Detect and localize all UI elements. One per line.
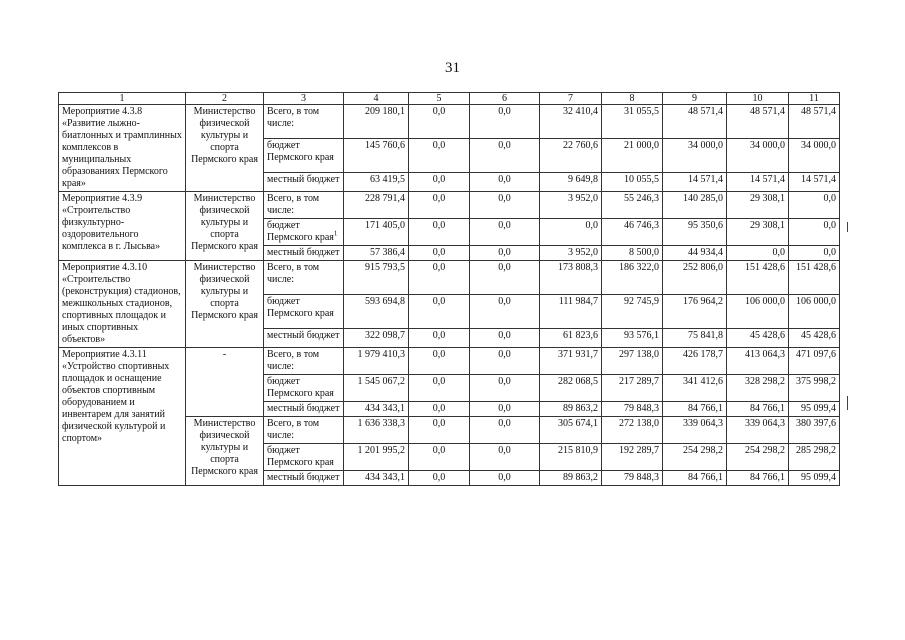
value-cell: 215 810,9	[540, 444, 602, 471]
margin-mark	[847, 222, 848, 232]
value-cell: 0,0	[409, 402, 470, 417]
value-cell: 63 419,5	[344, 173, 409, 192]
value-cell: 209 180,1	[344, 105, 409, 139]
value-cell: 151 428,6	[727, 261, 789, 295]
funding-source	[264, 173, 344, 192]
value-cell: 0,0	[727, 246, 789, 261]
funding-source	[264, 417, 344, 444]
value-cell: 0,0	[470, 219, 540, 246]
value-cell: 339 064,3	[663, 417, 727, 444]
value-cell: 9 649,8	[540, 173, 602, 192]
funding-source-label: Всего, в том числе:	[267, 262, 320, 285]
value-cell: 48 571,4	[789, 105, 840, 139]
funding-source	[264, 105, 344, 139]
value-cell: 254 298,2	[663, 444, 727, 471]
value-cell: 217 289,7	[602, 375, 663, 402]
funding-source	[264, 402, 344, 417]
value-cell: 0,0	[470, 348, 540, 375]
value-cell: 371 931,7	[540, 348, 602, 375]
funding-source-label: местный бюджет	[267, 330, 340, 342]
value-cell: 84 766,1	[663, 402, 727, 417]
value-cell: 1 545 067,2	[344, 375, 409, 402]
value-cell: 95 099,4	[789, 471, 840, 486]
value-cell: 0,0	[409, 471, 470, 486]
value-cell: 48 571,4	[727, 105, 789, 139]
value-cell: 282 068,5	[540, 375, 602, 402]
value-cell: 106 000,0	[789, 295, 840, 329]
value-cell: 79 848,3	[602, 402, 663, 417]
value-cell: 55 246,3	[602, 192, 663, 219]
value-cell: 14 571,4	[663, 173, 727, 192]
value-cell: 0,0	[470, 295, 540, 329]
footnote-mark: 1	[333, 229, 338, 238]
value-cell: 46 746,3	[602, 219, 663, 246]
value-cell: 3 952,0	[540, 246, 602, 261]
column-header: 1	[59, 93, 186, 105]
value-cell: 0,0	[470, 261, 540, 295]
value-cell: 413 064,3	[727, 348, 789, 375]
value-cell: 14 571,4	[789, 173, 840, 192]
funding-source	[264, 192, 344, 219]
value-cell: 173 808,3	[540, 261, 602, 295]
executor-cell: Министерство физической культуры и спорта Пермского края	[186, 192, 264, 261]
value-cell: 140 285,0	[663, 192, 727, 219]
value-cell: 339 064,3	[727, 417, 789, 444]
value-cell: 8 500,0	[602, 246, 663, 261]
value-cell: 915 793,5	[344, 261, 409, 295]
funding-source	[264, 295, 344, 329]
value-cell: 593 694,8	[344, 295, 409, 329]
column-header: 9	[663, 93, 727, 105]
value-cell: 84 766,1	[663, 471, 727, 486]
value-cell: 0,0	[470, 139, 540, 173]
value-cell: 322 098,7	[344, 329, 409, 348]
value-cell: 186 322,0	[602, 261, 663, 295]
value-cell: 0,0	[409, 375, 470, 402]
measure-name: Мероприятие 4.3.9 «Строительство физкультурно-оздоровительного комплекса в г. Лысьва»	[59, 192, 186, 261]
value-cell: 228 791,4	[344, 192, 409, 219]
value-cell: 84 766,1	[727, 402, 789, 417]
value-cell: 0,0	[409, 246, 470, 261]
executor-cell: Министерство физической культуры и спорта Пермского края	[186, 261, 264, 348]
executor-cell: -	[186, 348, 264, 417]
value-cell: 192 289,7	[602, 444, 663, 471]
value-cell: 45 428,6	[727, 329, 789, 348]
funding-source-label: местный бюджет	[267, 247, 340, 258]
funding-source	[264, 375, 344, 402]
table-row	[59, 348, 840, 375]
funding-source-label: Всего, в том числе:	[267, 193, 320, 216]
value-cell: 29 308,1	[727, 219, 789, 246]
value-cell: 95 350,6	[663, 219, 727, 246]
funding-source-label: бюджет Пермского края	[267, 445, 334, 468]
value-cell: 341 412,6	[663, 375, 727, 402]
value-cell: 1 636 338,3	[344, 417, 409, 444]
column-header: 2	[186, 93, 264, 105]
funding-source-label: Всего, в том числе:	[267, 349, 320, 372]
executor-cell: Министерство физической культуры и спорта Пермского края	[186, 417, 264, 486]
value-cell: 48 571,4	[663, 105, 727, 139]
funding-source	[264, 219, 344, 246]
value-cell: 0,0	[409, 295, 470, 329]
value-cell: 434 343,1	[344, 471, 409, 486]
funding-source	[264, 471, 344, 486]
value-cell: 22 760,6	[540, 139, 602, 173]
column-header: 10	[727, 93, 789, 105]
margin-mark	[847, 396, 848, 410]
value-cell: 426 178,7	[663, 348, 727, 375]
value-cell: 471 097,6	[789, 348, 840, 375]
funding-source-label: бюджет Пермского края	[267, 376, 334, 399]
value-cell: 0,0	[470, 329, 540, 348]
value-cell: 0,0	[470, 246, 540, 261]
value-cell: 434 343,1	[344, 402, 409, 417]
value-cell: 145 760,6	[344, 139, 409, 173]
value-cell: 10 055,5	[602, 173, 663, 192]
value-cell: 0,0	[789, 219, 840, 246]
funding-source-label: местный бюджет	[267, 403, 340, 414]
funding-source-label: местный бюджет	[267, 174, 340, 186]
value-cell: 34 000,0	[727, 139, 789, 173]
value-cell: 106 000,0	[727, 295, 789, 329]
value-cell: 0,0	[409, 105, 470, 139]
value-cell: 21 000,0	[602, 139, 663, 173]
value-cell: 0,0	[470, 402, 540, 417]
funding-source-label: местный бюджет	[267, 472, 340, 483]
measure-name: Мероприятие 4.3.8 «Развитие лыжно-биатлонных и трамплинных комплексов в муниципальных образованиях Пермского края»	[59, 105, 186, 192]
value-cell: 79 848,3	[602, 471, 663, 486]
value-cell: 34 000,0	[789, 139, 840, 173]
funding-source	[264, 139, 344, 173]
header-row	[59, 93, 840, 105]
value-cell: 0,0	[470, 444, 540, 471]
value-cell: 95 099,4	[789, 402, 840, 417]
value-cell: 285 298,2	[789, 444, 840, 471]
value-cell: 0,0	[409, 444, 470, 471]
value-cell: 375 998,2	[789, 375, 840, 402]
value-cell: 3 952,0	[540, 192, 602, 219]
funding-source-label: бюджет Пермского края	[267, 140, 334, 164]
value-cell: 29 308,1	[727, 192, 789, 219]
funding-source-label: бюджет Пермского края	[267, 220, 334, 243]
executor-cell: Министерство физической культуры и спорта Пермского края	[186, 105, 264, 192]
value-cell: 89 863,2	[540, 402, 602, 417]
funding-source-label: Всего, в том числе:	[267, 106, 320, 129]
value-cell: 328 298,2	[727, 375, 789, 402]
value-cell: 0,0	[540, 219, 602, 246]
value-cell: 45 428,6	[789, 329, 840, 348]
value-cell: 305 674,1	[540, 417, 602, 444]
value-cell: 0,0	[470, 105, 540, 139]
page-number: 31	[445, 60, 460, 76]
value-cell: 176 964,2	[663, 295, 727, 329]
value-cell: 0,0	[470, 173, 540, 192]
measure-name: Мероприятие 4.3.10 «Строительство (реконструкция) стадионов, межшкольных стадионов, спортивных площадок и иных спортивных объектов»	[59, 261, 186, 348]
value-cell: 171 405,0	[344, 219, 409, 246]
value-cell: 0,0	[409, 219, 470, 246]
column-header: 4	[344, 93, 409, 105]
value-cell: 0,0	[470, 417, 540, 444]
value-cell: 89 863,2	[540, 471, 602, 486]
column-header: 7	[540, 93, 602, 105]
value-cell: 111 984,7	[540, 295, 602, 329]
value-cell: 0,0	[789, 246, 840, 261]
value-cell: 252 806,0	[663, 261, 727, 295]
value-cell: 32 410,4	[540, 105, 602, 139]
value-cell: 61 823,6	[540, 329, 602, 348]
column-header: 6	[470, 93, 540, 105]
column-header: 8	[602, 93, 663, 105]
value-cell: 0,0	[470, 375, 540, 402]
value-cell: 0,0	[409, 173, 470, 192]
column-header: 11	[789, 93, 840, 105]
value-cell: 297 138,0	[602, 348, 663, 375]
table-row	[59, 105, 840, 139]
table-row	[59, 192, 840, 219]
value-cell: 34 000,0	[663, 139, 727, 173]
funding-source	[264, 444, 344, 471]
value-cell: 0,0	[789, 192, 840, 219]
value-cell: 92 745,9	[602, 295, 663, 329]
value-cell: 1 979 410,3	[344, 348, 409, 375]
column-header: 5	[409, 93, 470, 105]
value-cell: 14 571,4	[727, 173, 789, 192]
funding-source	[264, 329, 344, 348]
value-cell: 0,0	[409, 417, 470, 444]
funding-source	[264, 261, 344, 295]
value-cell: 31 055,5	[602, 105, 663, 139]
value-cell: 0,0	[409, 139, 470, 173]
value-cell: 0,0	[409, 329, 470, 348]
table-body	[59, 105, 840, 486]
value-cell: 75 841,8	[663, 329, 727, 348]
value-cell: 93 576,1	[602, 329, 663, 348]
value-cell: 380 397,6	[789, 417, 840, 444]
value-cell: 57 386,4	[344, 246, 409, 261]
funding-source-label: Всего, в том числе:	[267, 418, 320, 441]
budget-table	[58, 92, 840, 486]
funding-source	[264, 246, 344, 261]
value-cell: 0,0	[470, 192, 540, 219]
value-cell: 0,0	[409, 348, 470, 375]
value-cell: 0,0	[409, 261, 470, 295]
column-header: 3	[264, 93, 344, 105]
value-cell: 1 201 995,2	[344, 444, 409, 471]
value-cell: 44 934,4	[663, 246, 727, 261]
value-cell: 254 298,2	[727, 444, 789, 471]
value-cell: 0,0	[470, 471, 540, 486]
value-cell: 151 428,6	[789, 261, 840, 295]
value-cell: 84 766,1	[727, 471, 789, 486]
value-cell: 272 138,0	[602, 417, 663, 444]
funding-source	[264, 348, 344, 375]
value-cell: 0,0	[409, 192, 470, 219]
table-row	[59, 261, 840, 295]
measure-name: Мероприятие 4.3.11 «Устройство спортивных площадок и оснащение объектов спортивным оборудованием и инвентарем для занятий физической культурой и спортом»	[59, 348, 186, 486]
funding-source-label: бюджет Пермского края	[267, 296, 334, 320]
